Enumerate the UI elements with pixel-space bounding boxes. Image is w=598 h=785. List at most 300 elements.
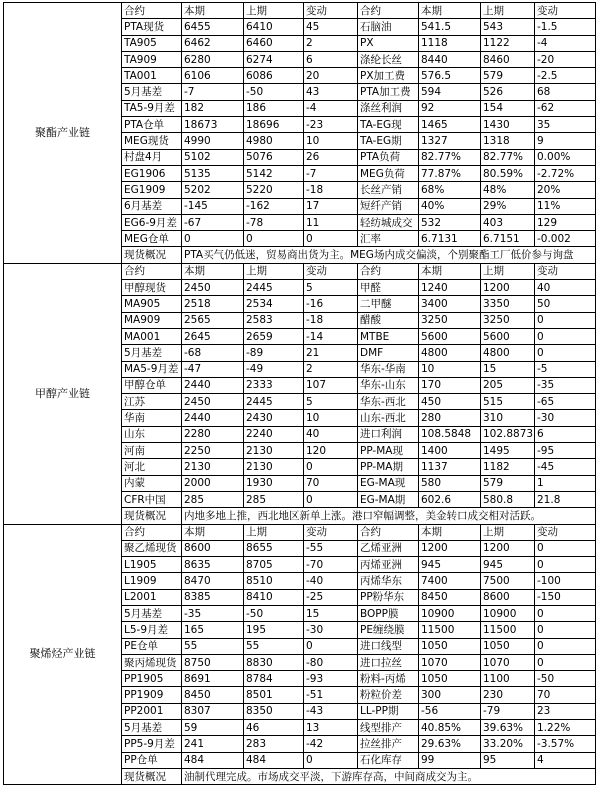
cell-contract2: 进口利润: [358, 426, 419, 442]
cell-current2: 1070: [419, 654, 481, 670]
summary-label: 现货概况: [122, 508, 182, 524]
cell-current: 5202: [182, 182, 244, 198]
cell-change2: 9: [535, 133, 596, 149]
cell-change: 0: [304, 752, 358, 768]
cell-current: 5135: [182, 165, 244, 181]
cell-contract2: 甲醛: [358, 280, 419, 296]
cell-previous: -50: [244, 605, 304, 621]
cell-previous2: 80.59%: [481, 165, 535, 181]
cell-current: 6106: [182, 68, 244, 84]
cell-current: 2440: [182, 377, 244, 393]
cell-contract2: PE缠绕膜: [358, 622, 419, 638]
column-header-previous2: 上期: [481, 263, 535, 279]
cell-previous2: 154: [481, 100, 535, 116]
cell-current: 8307: [182, 703, 244, 719]
cell-contract2: 华东-西北: [358, 394, 419, 410]
cell-previous2: 1200: [481, 280, 535, 296]
cell-change2: 1: [535, 475, 596, 491]
cell-previous2: 579: [481, 475, 535, 491]
cell-contract: TA5-9月差: [122, 100, 182, 116]
cell-current: 6280: [182, 51, 244, 67]
cell-previous: -78: [244, 214, 304, 230]
cell-change: 70: [304, 475, 358, 491]
cell-contract: PP1909: [122, 687, 182, 703]
cell-change: -40: [304, 573, 358, 589]
cell-contract: 甲醇现货: [122, 280, 182, 296]
cell-previous2: 102.8873: [481, 426, 535, 442]
cell-contract: PP仓单: [122, 752, 182, 768]
cell-previous2: 4800: [481, 345, 535, 361]
cell-current: 182: [182, 100, 244, 116]
cell-previous: 8784: [244, 671, 304, 687]
cell-previous: 2130: [244, 459, 304, 475]
cell-change2: -150: [535, 589, 596, 605]
cell-previous: 8410: [244, 589, 304, 605]
cell-previous2: 1318: [481, 133, 535, 149]
cell-contract: 华南: [122, 410, 182, 426]
cell-change: 0: [304, 231, 358, 247]
table-body: [4, 3, 596, 785]
cell-change: -93: [304, 671, 358, 687]
cell-current2: 1400: [419, 443, 481, 459]
market-data-table: [3, 2, 596, 785]
cell-current: 2250: [182, 443, 244, 459]
column-header-previous: 上期: [244, 263, 304, 279]
cell-previous: 6274: [244, 51, 304, 67]
cell-contract: 江苏: [122, 394, 182, 410]
cell-previous: 6460: [244, 35, 304, 51]
cell-current: 18673: [182, 117, 244, 133]
cell-current: 8470: [182, 573, 244, 589]
cell-current2: 29.63%: [419, 736, 481, 752]
cell-previous: 8830: [244, 654, 304, 670]
cell-current2: 1050: [419, 671, 481, 687]
column-header-contract2: 合约: [358, 263, 419, 279]
cell-current2: 1240: [419, 280, 481, 296]
cell-current: 2565: [182, 312, 244, 328]
cell-current2: 532: [419, 214, 481, 230]
cell-contract: 5月基差: [122, 84, 182, 100]
cell-previous: 5076: [244, 149, 304, 165]
cell-current2: 68%: [419, 182, 481, 198]
cell-change2: -30: [535, 410, 596, 426]
cell-change: 43: [304, 84, 358, 100]
column-header-current: 本期: [182, 3, 244, 19]
column-header-current: 本期: [182, 524, 244, 540]
cell-current: 2450: [182, 280, 244, 296]
cell-previous: 5142: [244, 165, 304, 181]
cell-current2: 3400: [419, 296, 481, 312]
cell-change2: 20%: [535, 182, 596, 198]
cell-change2: 40: [535, 280, 596, 296]
cell-previous: -89: [244, 345, 304, 361]
cell-contract: L1905: [122, 557, 182, 573]
cell-contract2: PP粉华东: [358, 589, 419, 605]
cell-previous: 8655: [244, 540, 304, 556]
cell-previous: 2130: [244, 443, 304, 459]
cell-change: 15: [304, 605, 358, 621]
cell-change: -4: [304, 100, 358, 116]
cell-change2: 35: [535, 117, 596, 133]
cell-current2: 300: [419, 687, 481, 703]
cell-current: 4990: [182, 133, 244, 149]
cell-contract2: 二甲醚: [358, 296, 419, 312]
cell-contract: EG1906: [122, 165, 182, 181]
cell-change: -43: [304, 703, 358, 719]
cell-contract2: 涤丝利润: [358, 100, 419, 116]
cell-contract: 甲醇仓单: [122, 377, 182, 393]
cell-change: -14: [304, 328, 358, 344]
cell-current: 8691: [182, 671, 244, 687]
cell-current2: 108.5848: [419, 426, 481, 442]
cell-contract2: PP-MA期: [358, 459, 419, 475]
cell-current: 55: [182, 638, 244, 654]
cell-contract2: TA-EG期: [358, 133, 419, 149]
section-label: 聚酯产业链: [4, 3, 122, 264]
cell-current: 2130: [182, 459, 244, 475]
cell-change2: 1.22%: [535, 720, 596, 736]
cell-contract: MEG现货: [122, 133, 182, 149]
cell-contract2: 醋酸: [358, 312, 419, 328]
cell-change: 10: [304, 410, 358, 426]
cell-previous: 6086: [244, 68, 304, 84]
cell-contract2: PP-MA现: [358, 443, 419, 459]
cell-change: 120: [304, 443, 358, 459]
column-header-current2: 本期: [419, 263, 481, 279]
cell-previous: 46: [244, 720, 304, 736]
cell-previous: -50: [244, 84, 304, 100]
cell-contract2: 华东-山东: [358, 377, 419, 393]
column-header-contract: 合约: [122, 263, 182, 279]
cell-change2: 0: [535, 345, 596, 361]
cell-change2: 0: [535, 328, 596, 344]
cell-previous2: 1182: [481, 459, 535, 475]
cell-previous: 283: [244, 736, 304, 752]
cell-current: -7: [182, 84, 244, 100]
cell-previous: 2240: [244, 426, 304, 442]
column-header-change2: 变动: [535, 524, 596, 540]
column-header-change: 变动: [304, 524, 358, 540]
cell-current2: 602.6: [419, 491, 481, 507]
cell-previous: 1930: [244, 475, 304, 491]
cell-change: 17: [304, 198, 358, 214]
cell-contract2: MEG负荷: [358, 165, 419, 181]
cell-change: -18: [304, 312, 358, 328]
cell-current: 2450: [182, 394, 244, 410]
cell-previous2: 945: [481, 557, 535, 573]
cell-previous2: 48%: [481, 182, 535, 198]
cell-contract2: 石脑油: [358, 19, 419, 35]
cell-contract2: 华东-华南: [358, 361, 419, 377]
cell-current: 59: [182, 720, 244, 736]
cell-change2: -100: [535, 573, 596, 589]
cell-contract2: PTA加工费: [358, 84, 419, 100]
cell-contract2: 乙烯亚洲: [358, 540, 419, 556]
column-header-previous2: 上期: [481, 3, 535, 19]
cell-change2: 23: [535, 703, 596, 719]
cell-previous: -162: [244, 198, 304, 214]
cell-change2: 11%: [535, 198, 596, 214]
column-header-change2: 变动: [535, 263, 596, 279]
cell-previous: -49: [244, 361, 304, 377]
column-header-contract2: 合约: [358, 3, 419, 19]
cell-change2: -20: [535, 51, 596, 67]
cell-previous2: 579: [481, 68, 535, 84]
cell-change: 20: [304, 68, 358, 84]
cell-change2: 0: [535, 605, 596, 621]
cell-current2: 170: [419, 377, 481, 393]
cell-change2: -5: [535, 361, 596, 377]
cell-change2: -65: [535, 394, 596, 410]
cell-change: 2: [304, 35, 358, 51]
cell-previous2: 6.7151: [481, 231, 535, 247]
cell-current: 285: [182, 491, 244, 507]
cell-contract2: 山东-西北: [358, 410, 419, 426]
cell-current: 2280: [182, 426, 244, 442]
cell-contract: PTA仓单: [122, 117, 182, 133]
cell-contract2: 进口拉丝: [358, 654, 419, 670]
cell-contract2: 石化库存: [358, 752, 419, 768]
cell-current2: 450: [419, 394, 481, 410]
cell-change: 45: [304, 19, 358, 35]
cell-previous2: 10900: [481, 605, 535, 621]
column-header-change2: 变动: [535, 3, 596, 19]
column-header-contract: 合约: [122, 3, 182, 19]
cell-previous2: -79: [481, 703, 535, 719]
cell-change: 0: [304, 638, 358, 654]
cell-previous: 2445: [244, 280, 304, 296]
summary-text: 内地多地上推，西北地区新单上涨。港口窄幅调整，美金转口成交相对活跃。: [182, 508, 596, 524]
cell-current2: 7400: [419, 573, 481, 589]
cell-current2: 4800: [419, 345, 481, 361]
cell-contract: 村盘4月: [122, 149, 182, 165]
cell-previous2: 39.63%: [481, 720, 535, 736]
cell-current2: 1050: [419, 638, 481, 654]
cell-current2: 99: [419, 752, 481, 768]
cell-previous: 8510: [244, 573, 304, 589]
cell-change2: 50: [535, 296, 596, 312]
cell-change: -42: [304, 736, 358, 752]
cell-current: 8450: [182, 687, 244, 703]
cell-change: 6: [304, 51, 358, 67]
cell-current2: 3250: [419, 312, 481, 328]
cell-current2: 40.85%: [419, 720, 481, 736]
cell-change: 10: [304, 133, 358, 149]
cell-contract: 河北: [122, 459, 182, 475]
cell-previous: 6410: [244, 19, 304, 35]
cell-current: 5102: [182, 149, 244, 165]
cell-contract: 6月基差: [122, 198, 182, 214]
cell-change2: -35: [535, 377, 596, 393]
column-header-current2: 本期: [419, 3, 481, 19]
cell-previous2: 205: [481, 377, 535, 393]
cell-current2: 1200: [419, 540, 481, 556]
cell-previous: 2445: [244, 394, 304, 410]
cell-contract2: EG-MA现: [358, 475, 419, 491]
cell-current2: 576.5: [419, 68, 481, 84]
cell-current: 241: [182, 736, 244, 752]
cell-current2: 8450: [419, 589, 481, 605]
cell-contract: 聚丙烯现货: [122, 654, 182, 670]
cell-previous: 2659: [244, 328, 304, 344]
cell-current2: 541.5: [419, 19, 481, 35]
cell-current: 8635: [182, 557, 244, 573]
cell-current2: 1118: [419, 35, 481, 51]
cell-contract: PP2001: [122, 703, 182, 719]
column-header-change: 变动: [304, 3, 358, 19]
cell-previous2: 1050: [481, 638, 535, 654]
cell-current: 2000: [182, 475, 244, 491]
cell-current2: 945: [419, 557, 481, 573]
cell-contract2: 粉料-丙烯: [358, 671, 419, 687]
cell-previous: 2583: [244, 312, 304, 328]
cell-change2: -50: [535, 671, 596, 687]
cell-previous2: 95: [481, 752, 535, 768]
cell-current2: 6.7131: [419, 231, 481, 247]
cell-current: 2518: [182, 296, 244, 312]
cell-previous2: 310: [481, 410, 535, 426]
cell-contract: TA001: [122, 68, 182, 84]
cell-change: -25: [304, 589, 358, 605]
cell-contract2: EG-MA期: [358, 491, 419, 507]
cell-current2: 92: [419, 100, 481, 116]
cell-current2: 280: [419, 410, 481, 426]
cell-current: 6462: [182, 35, 244, 51]
cell-previous2: 3350: [481, 296, 535, 312]
cell-current: 2645: [182, 328, 244, 344]
column-header-current: 本期: [182, 263, 244, 279]
summary-label: 现货概况: [122, 247, 182, 263]
section-header-row: [4, 3, 596, 19]
cell-contract2: 汇率: [358, 231, 419, 247]
cell-previous2: 29%: [481, 198, 535, 214]
cell-previous2: 1430: [481, 117, 535, 133]
cell-contract: L2001: [122, 589, 182, 605]
cell-current: 8385: [182, 589, 244, 605]
cell-contract: PP1905: [122, 671, 182, 687]
cell-previous2: 1100: [481, 671, 535, 687]
cell-change: -70: [304, 557, 358, 573]
cell-contract2: TA-EG现: [358, 117, 419, 133]
cell-contract2: PX: [358, 35, 419, 51]
cell-change: 13: [304, 720, 358, 736]
cell-change2: 68: [535, 84, 596, 100]
cell-contract: EG6-9月差: [122, 214, 182, 230]
cell-change: -30: [304, 622, 358, 638]
cell-change2: 70: [535, 687, 596, 703]
cell-change2: 0: [535, 622, 596, 638]
cell-change2: 0: [535, 638, 596, 654]
column-header-previous2: 上期: [481, 524, 535, 540]
cell-previous: 484: [244, 752, 304, 768]
cell-current: -47: [182, 361, 244, 377]
section-header-row: [4, 524, 596, 540]
cell-change2: -62: [535, 100, 596, 116]
cell-previous2: 33.20%: [481, 736, 535, 752]
cell-change2: 21.8: [535, 491, 596, 507]
summary-text: 油制代理完成。市场成交平淡，下游库存高，中间商成交为主。: [182, 768, 596, 784]
cell-contract: 5月基差: [122, 345, 182, 361]
cell-previous2: 11500: [481, 622, 535, 638]
cell-current2: 1465: [419, 117, 481, 133]
cell-current: -35: [182, 605, 244, 621]
cell-previous: 5220: [244, 182, 304, 198]
cell-contract: L1909: [122, 573, 182, 589]
cell-previous2: 3250: [481, 312, 535, 328]
cell-change2: -3.57%: [535, 736, 596, 752]
cell-previous2: 1070: [481, 654, 535, 670]
cell-previous2: 403: [481, 214, 535, 230]
cell-change: -80: [304, 654, 358, 670]
cell-change: 40: [304, 426, 358, 442]
cell-current2: 580: [419, 475, 481, 491]
cell-change2: -0.002: [535, 231, 596, 247]
cell-previous: 2333: [244, 377, 304, 393]
cell-change2: -2.5: [535, 68, 596, 84]
cell-current: 484: [182, 752, 244, 768]
cell-previous2: 15: [481, 361, 535, 377]
cell-current2: 82.77%: [419, 149, 481, 165]
section-header-row: [4, 263, 596, 279]
cell-change2: 4: [535, 752, 596, 768]
cell-current: 0: [182, 231, 244, 247]
cell-change: -55: [304, 540, 358, 556]
cell-change: -51: [304, 687, 358, 703]
cell-previous2: 8460: [481, 51, 535, 67]
cell-current2: 1137: [419, 459, 481, 475]
cell-change: -7: [304, 165, 358, 181]
cell-contract2: 轻纺城成交: [358, 214, 419, 230]
cell-contract2: 拉丝排产: [358, 736, 419, 752]
cell-previous: 8705: [244, 557, 304, 573]
section-label: 聚烯烃产业链: [4, 524, 122, 785]
cell-previous: 285: [244, 491, 304, 507]
column-header-contract2: 合约: [358, 524, 419, 540]
cell-contract2: PX加工费: [358, 68, 419, 84]
cell-contract: PTA现货: [122, 19, 182, 35]
cell-contract: PP5-9月差: [122, 736, 182, 752]
cell-previous: 2534: [244, 296, 304, 312]
cell-change: -23: [304, 117, 358, 133]
cell-change: 5: [304, 394, 358, 410]
cell-previous: 18696: [244, 117, 304, 133]
cell-change2: 0: [535, 540, 596, 556]
cell-previous2: 5600: [481, 328, 535, 344]
cell-change2: 129: [535, 214, 596, 230]
cell-contract: MEG仓单: [122, 231, 182, 247]
cell-previous: 4980: [244, 133, 304, 149]
cell-contract2: DMF: [358, 345, 419, 361]
cell-change: 11: [304, 214, 358, 230]
summary-label: 现货概况: [122, 768, 182, 784]
column-header-contract: 合约: [122, 524, 182, 540]
cell-previous2: 230: [481, 687, 535, 703]
cell-contract: L5-9月差: [122, 622, 182, 638]
cell-change: 2: [304, 361, 358, 377]
cell-contract: 河南: [122, 443, 182, 459]
cell-contract: 5月基差: [122, 720, 182, 736]
cell-current: 2440: [182, 410, 244, 426]
cell-contract: EG1909: [122, 182, 182, 198]
cell-contract: TA905: [122, 35, 182, 51]
cell-current2: 77.87%: [419, 165, 481, 181]
cell-contract2: BOPP膜: [358, 605, 419, 621]
cell-previous: 8350: [244, 703, 304, 719]
cell-change: -18: [304, 182, 358, 198]
cell-current: 165: [182, 622, 244, 638]
cell-contract2: 丙烯华东: [358, 573, 419, 589]
summary-text: PTA买气仍低迷，贸易商出货为主。MEG场内成交偏淡，个别聚酯工厂低价参与询盘: [182, 247, 596, 263]
